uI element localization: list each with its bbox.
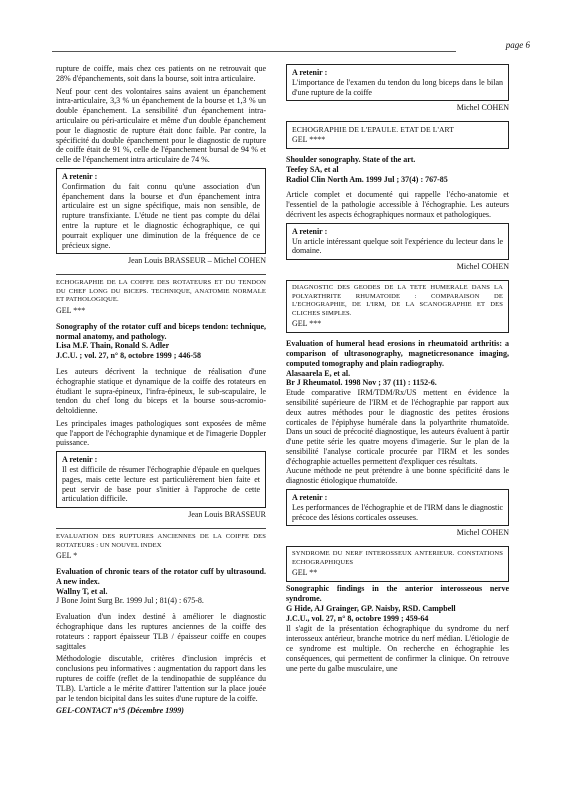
reference-title: Sonographic findings in the anterior interosseous nerve syndrome. <box>286 584 509 604</box>
left-column <box>56 64 266 716</box>
reference-authors: Alasaarela E, et al. <box>286 368 351 378</box>
section-rule <box>56 528 266 529</box>
reference-authors: Lisa M.F. Thain, Ronald S. Adler <box>56 341 170 351</box>
reference-journal: J.C.U., vol. 27, n° 8, octobre 1999 ; 459-64 <box>286 613 429 623</box>
paragraph: Méthodologie discutable, critères d'inclusion imprécis et conclusions peu informatives : augmentation du rapport dans les ruptures de coiffe (reflet de la tendinopathie de suppléance du TLB). L'article a le mérite d'attirer l'attention sur la place jouée par le tendon bicipital dans les suites d'une rupture de la coiffe. <box>56 654 266 703</box>
key-point-text: Confirmation du fait connu qu'une association d'un épanchement dans la bourse et d'un épanchement intra articulaire est un signe spécifique, mais non sensible, de rupture transfixiante. L'étude ne tient pas compte du délai entre la rupture et le diagnostic échographique, ce qui pourrait expliquer une diminution de la fréquence de ce précieux signe. <box>62 181 260 250</box>
key-point-text: Un article intéressant quelque soit l'expérience du lecteur dans le domaine. <box>292 236 503 256</box>
section-heading-box <box>286 546 509 582</box>
reference-title: Shoulder sonography. State of the art. <box>286 154 416 164</box>
gel-rating: GEL * <box>56 551 78 561</box>
paragraph: Article complet et documenté qui rappelle l'écho-anatomie et l'essentiel de la pathologie accessible à l'échographie. Les auteurs décrivent les aspects échographiques normaux et pathologiques. <box>286 190 509 219</box>
key-point-box <box>286 489 509 526</box>
paragraph: Les auteurs décrivent la technique de réalisation d'une échographie statique et dynamique de la coiffe des rotateurs en étudiant le supra-épineux, l'infra-épineux, le sub-scapulaire, le tendon du chef long du biceps et la bourse sous-acromio-deltoïdienne. <box>56 366 266 416</box>
page-number: page 6 <box>505 40 530 50</box>
signature: Jean Louis BRASSEUR <box>188 510 266 520</box>
section-heading: SYNDROME DU NERF INTEROSSEUX ANTERIEUR. CONSTATIONS ECHOGRAPHIQUES <box>292 550 503 566</box>
gel-rating: GEL **** <box>292 135 326 145</box>
section-heading: ECHOGRAPHIE DE LA COIFFE DES ROTATEURS ET DU TENDON DU CHEF LONG DU BICEPS. TECHNIQUE, ANATOMIE NORMALE ET PATHOLOGIQUE. <box>56 279 266 304</box>
key-point-title: A retenir : <box>62 455 98 465</box>
reference-title: Evaluation of humeral head erosions in rheumatoid arthritis: a comparison of ultrasonography, magneticresonance imaging, computed tomography and plain radiography. <box>286 339 509 368</box>
right-column <box>286 64 509 676</box>
section-heading: DIAGNOSTIC DES GEODES DE LA TETE HUMERALE DANS LA POLYARTHRITE RHUMATOIDE : COMPARAISON DE L'ECHOGRAPHIE, DE L'IRM, DE LA SCANOGRAPHIE ET DES CLICHES SIMPLES. <box>292 283 503 317</box>
reference-journal: J Bone Joint Surg Br. 1999 Jul ; 81(4) : 675-8. <box>56 596 204 606</box>
paragraph: Les principales images pathologiques sont exposées de même que l'apport de l'échographie dynamique et de l'imagerie Doppler puissance. <box>56 418 266 448</box>
paragraph: rupture de coiffe, mais chez ces patients on ne retrouvait que 28% d'épanchements, soit dans la bourse, soit intra articulaire. <box>56 64 266 83</box>
reference-title: Evaluation of chronic tears of the rotator cuff by ultrasound. A new index. <box>56 567 266 586</box>
gel-rating: GEL ** <box>292 568 318 578</box>
gel-rating: GEL *** <box>292 319 322 329</box>
key-point-text: Les performances de l'échographie et de l'IRM dans le diagnostic précoce des lésions corticales osseuses. <box>292 502 503 522</box>
key-point-box <box>286 64 509 101</box>
section-heading-box <box>286 280 509 333</box>
gel-rating: GEL *** <box>56 305 86 315</box>
paragraph: Etude comparative IRM/TDM/Rx/US mettent en évidence la sensibilité supérieure de l'IRM et de l'échographie par rapport aux deux autres méthodes pour le diagnostic des petites érosions corticales de l'épiphyse humérale dans la polyarthrite rhumatoïde. Dans un souci de précocité diagnostique, les auteurs évaluent à partir d'une petite série les quatre moyens d'imagerie. Sur le plan de la sensibilité l'analyse corticale procurée par l'IRM et les sondes d'échographie actuelles permettent d'expliquer ces résultats. <box>286 388 509 466</box>
signature: Jean Louis BRASSEUR – Michel COHEN <box>128 256 266 266</box>
signature: Michel COHEN <box>456 262 509 272</box>
footer-issue: GEL-CONTACT n°5 (Décembre 1999) <box>56 706 184 716</box>
header-rule <box>52 51 456 52</box>
reference-journal: J.C.U. ; vol. 27, n° 8, octobre 1999 ; 446-58 <box>56 351 202 361</box>
section-heading: EVALUATION DES RUPTURES ANCIENNES DE LA COIFFE DES ROTATEURS : UN NOUVEL INDEX <box>56 533 266 549</box>
key-point-box <box>56 451 266 508</box>
reference-authors: G Hide, AJ Grainger, GP. Naisby, RSD. Campbell <box>286 603 456 613</box>
key-point-text: Il est difficile de résumer l'échographie d'épaule en quelques pages, mais cette lecture est particulièrement bien faite et peut servir de base pour s'initier à l'approche de cette articulation difficile. <box>62 465 260 504</box>
section-heading: ECHOGRAPHIE DE L'EPAULE. ETAT DE L'ART <box>292 125 454 135</box>
key-point-title: A retenir : <box>292 68 328 77</box>
reference-title: Sonography of the rotator cuff and biceps tendon: technique, normal anatomy, and pathology. <box>56 321 266 341</box>
signature: Michel COHEN <box>456 103 509 113</box>
paragraph: Aucune méthode ne peut prétendre à une bonne spécificité dans le diagnostic étiologique rhumatoïde. <box>286 466 509 486</box>
key-point-box <box>56 168 266 254</box>
key-point-title: A retenir : <box>292 493 328 503</box>
reference-journal: Br J Rheumatol. 1998 Nov ; 37 (11) : 1152-6. <box>286 378 437 388</box>
section-heading-box <box>286 121 509 149</box>
key-point-text: L'importance de l'examen du tendon du long biceps dans le bilan d'une rupture de la coiffe <box>292 77 503 97</box>
key-point-title: A retenir : <box>62 171 98 181</box>
paragraph: Il s'agit de la présentation échographique du syndrome du nerf interosseux antérieur, branche motrice du nerf médian. L'étiologie de ce syndrome est multiple. On recherche en échographie les conséquences, qui permettent de confirmer la clinique. On retrouve une perte du galbe musculaire, une <box>286 624 509 673</box>
reference-authors: Wallny T, et al. <box>56 586 108 596</box>
reference-journal: Radiol Clin North Am. 1999 Jul ; 37(4) : 767-85 <box>286 174 448 184</box>
paragraph: Neuf pour cent des volontaires sains avaient un épanchement intra-articulaire, 3,3 % un épanchement de la bourse et 1,3 % un double épanchement. La sensibilité d'un épanchement intra-articulaire ou péri-articulaire et même d'un double épanchement pour le diagnostic de rupture était donc faible. Par contre, la spécificité du double épanchement pour le diagnostic de rupture de coiffe était de 91 %, celle de l'épanchement bursal de 94 % et celle de l'épanchement intra articulaire de 74 %. <box>56 86 266 165</box>
section-rule <box>56 274 266 275</box>
key-point-title: A retenir : <box>292 226 328 236</box>
paragraph: Evaluation d'un index destiné à améliorer le diagnostic échographique dans les ruptures anciennes de la coiffe des rotateurs : rapport épaisseur TLB / épaisseur coiffe en coupes sagittales <box>56 612 266 651</box>
signature: Michel COHEN <box>456 528 509 538</box>
key-point-box <box>286 223 509 260</box>
reference-authors: Teefey SA, et al <box>286 164 339 174</box>
